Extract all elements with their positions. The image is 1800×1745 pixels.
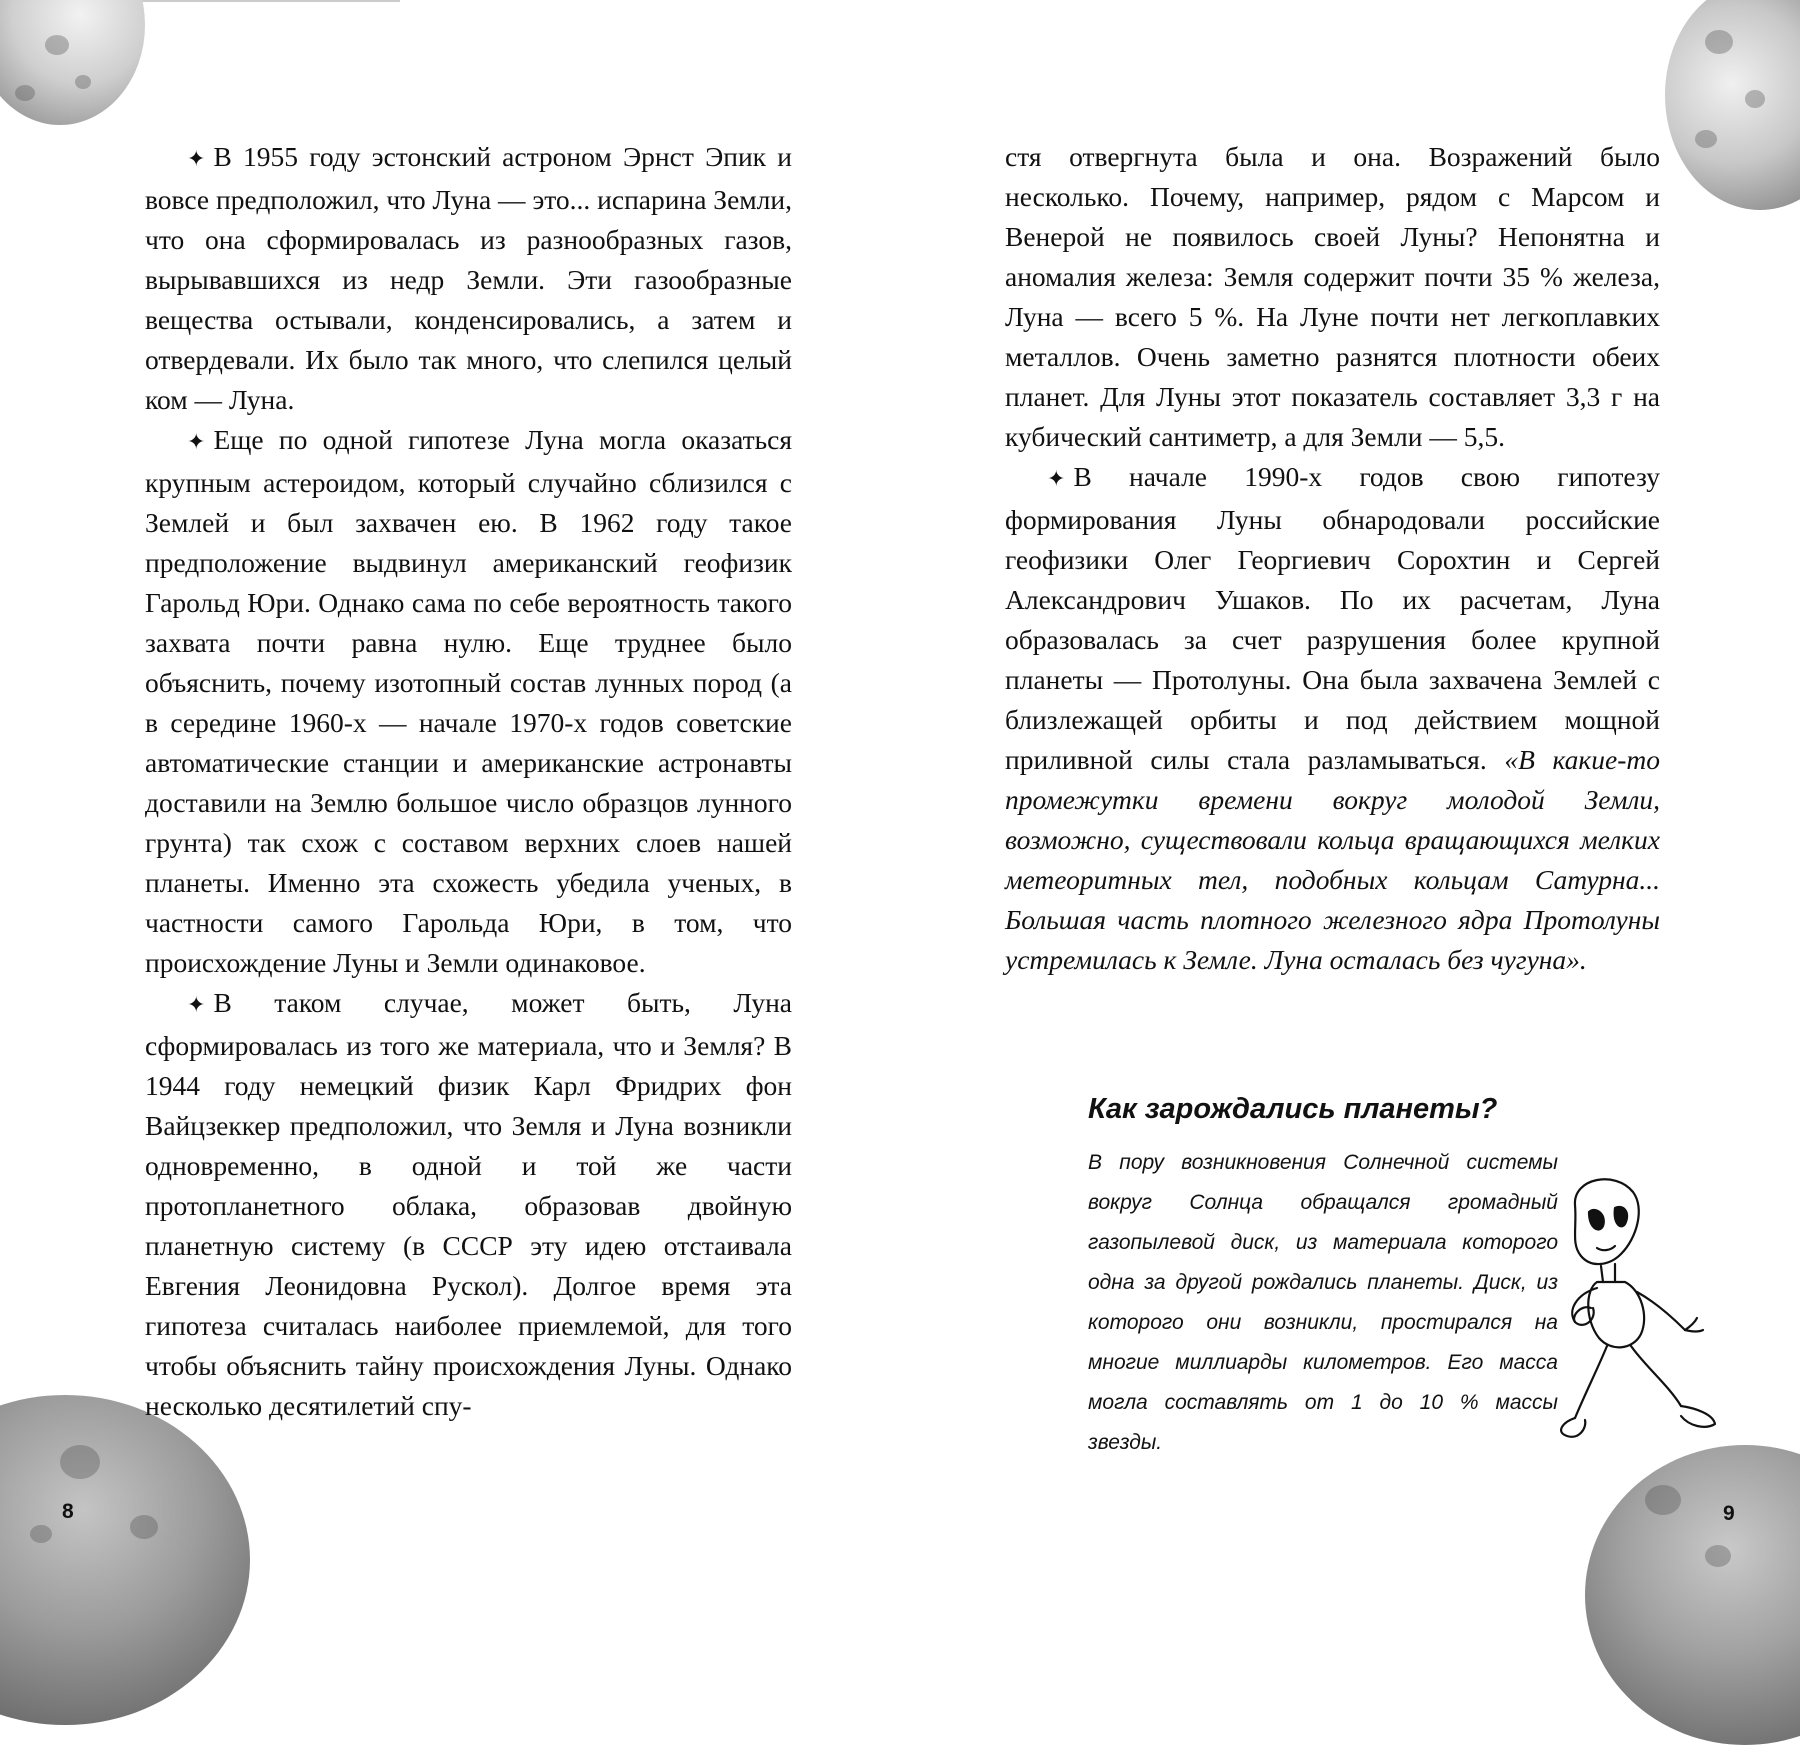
alien-illustration-icon bbox=[1545, 1170, 1735, 1445]
left-page-column bbox=[145, 137, 792, 1426]
star-bullet-icon: ✦ bbox=[187, 430, 206, 455]
star-bullet-icon: ✦ bbox=[187, 993, 206, 1018]
paragraph: ✦ В начале 1990-х годов свою гипотезу формирования Луны обнародовали российские геофизики Олег Георгиевич Сорохтин и Сергей Александрович Ушаков. По их расчетам, Луна образовалась за счет разрушения более крупной планеты — Протолуны. Она была захвачена Землей с близлежащей орбиты и под действием мощной приливной силы стала разламываться. «В какие-то промежутки времени вокруг молодой Земли, возможно, существовали кольца вращающихся мелких метеоритных тел, подобных кольцам Сатурна... Большая часть плотного железного ядра Протолуны устремилась к Земле. Луна осталась без чугуна». bbox=[1005, 461, 1660, 975]
sidebar-text: В пору возникновения Солнечной системы вокруг Солнца обращался громадный газопылевой диск, из материала которого одна за другой рождались планеты. Диск, из которого они возникли, простирался на многие миллиарды километров. Его масса могла составлять от 1 до 10 % массы звезды. bbox=[1088, 1151, 1558, 1454]
paragraph-continuation: стя отвергнута была и она. Возражений было несколько. Почему, например, рядом с Марсом и Венерой не появилось своей Луны? Непонятна и аномалия железа: Земля содержит почти 35 % железа, Луна — всего 5 %. На Луне почти нет легкоплавких металлов. Очень заметно разнятся плотности обеих планет. Для Луны этот показатель составляет 3,3 г на кубический сантиметр, а для Земли — 5,5. bbox=[1005, 141, 1660, 452]
paragraph: ✦ Еще по одной гипотезе Луна могла оказаться крупным астероидом, который случайно сблизился с Землей и был захвачен ею. В 1962 году такое предположение выдвинул американский геофизик Гарольд Юри. Однако сама по себе вероятность такого захвата почти равна нулю. Еще труднее было объяснить, почему изотопный состав лунных пород (а в середине 1960-х — начале 1970-х годов советские автоматические станции и американские астронавты доставили на Землю большое число образцов лунного грунта) так схож с составом верхних слоев нашей планеты. Именно эта схожесть убедила ученых, в частности самого Гарольда Юри, в том, что происхождение Луны и Земли одинаковое. bbox=[145, 424, 792, 978]
moon-bottom-right-icon bbox=[1585, 1445, 1800, 1745]
paragraph: ✦ В 1955 году эстонский астроном Эрнст Эпик и вовсе предположил, что Луна — это... испарина Земли, что она сформировалась из разнообразных газов, вырывавшихся из недр Земли. Эти газообразные вещества остывали, конденсировались, а затем и отвердевали. Их было так много, что слепился целый ком — Луна. bbox=[145, 141, 792, 415]
moon-top-right-icon bbox=[1665, 0, 1800, 210]
moon-bottom-left-icon bbox=[0, 1395, 250, 1725]
star-bullet-icon: ✦ bbox=[187, 147, 206, 172]
page-number-left: 8 bbox=[62, 1500, 74, 1523]
star-bullet-icon: ✦ bbox=[1047, 467, 1066, 492]
page-number-right: 9 bbox=[1723, 1502, 1735, 1525]
quote: «В какие-то промежутки времени вокруг молодой Земли, возможно, существовали кольца вращающихся мелких метеоритных тел, подобных кольцам Сатурна... Большая часть плотного железного ядра Протолуны устремилась к Земле. Луна осталась без чугуна». bbox=[1005, 744, 1660, 975]
moon-top-left-icon bbox=[0, 0, 145, 125]
paragraph: ✦ В таком случае, может быть, Луна сформировалась из того же материала, что и Земля? В 1944 году немецкий физик Карл Фридрих фон Вайцзеккер предположил, что Земля и Луна возникли одновременно, в одной и той же части протопланетного облака, образовав двойную планетную систему (в СССР эту идею отстаивала Евгения Леонидовна Рускол). Долгое время эта гипотеза считалась наиболее приемлемой, для того чтобы объяснить тайну происхождения Луны. Однако несколько десятилетий спу- bbox=[145, 987, 792, 1421]
sidebar-title: Как зарождались планеты? bbox=[1088, 1093, 1498, 1125]
right-page-column bbox=[1005, 137, 1660, 980]
